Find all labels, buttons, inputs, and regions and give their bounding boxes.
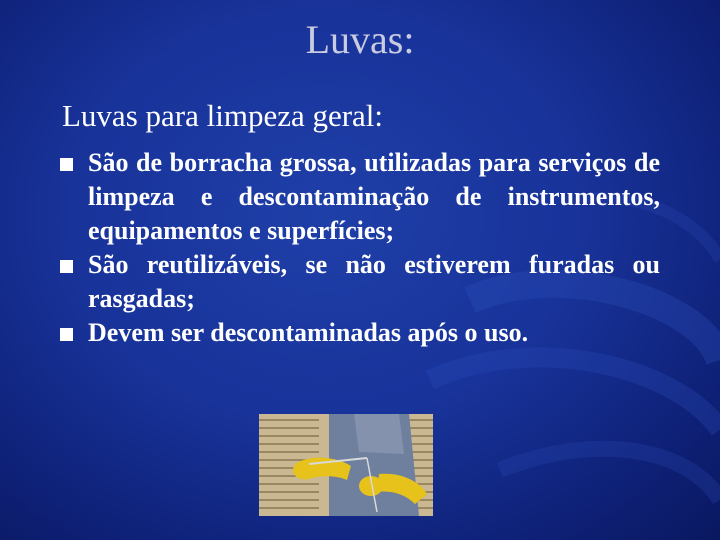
bullet-item-reusable [60,248,660,316]
gloves-photo [259,414,433,516]
slide-subtitle: Luvas para limpeza geral: [62,98,384,133]
slide-title: Luvas: [305,17,415,62]
bullet-text: São de borracha grossa, utilizadas para serviços de limpeza e descontaminação de instrumentos, equipamentos e superfícies; [88,148,660,245]
bullet-item-decontaminate [60,316,660,350]
bullet-text: São reutilizáveis, se não estiverem furadas ou rasgadas; [88,250,660,313]
square-bullet-icon [60,328,73,341]
gloved-hands-cleaning-illustration [259,414,433,516]
bullet-text: Devem ser descontaminadas após o uso. [88,318,529,347]
square-bullet-icon [60,158,73,171]
square-bullet-icon [60,260,73,273]
bullet-item-material [60,146,660,248]
bullet-list [60,146,660,350]
